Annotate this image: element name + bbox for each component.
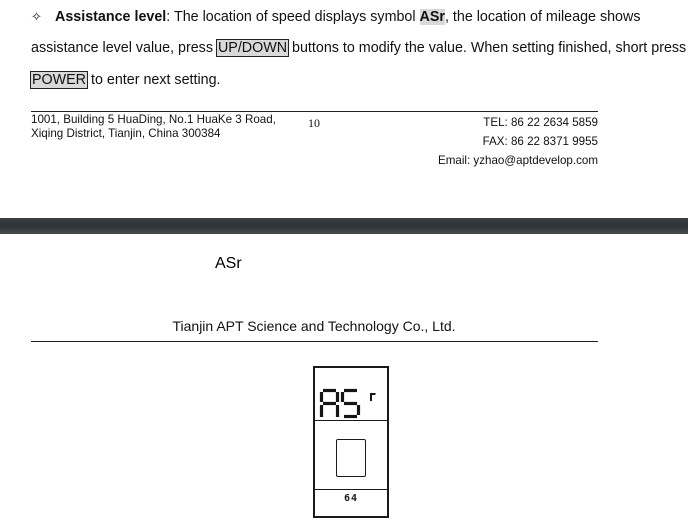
footer-tel: TEL: 86 22 2634 5859 xyxy=(483,116,598,129)
instruction-text: buttons to modify the value. When setting finished, short press xyxy=(288,40,687,56)
address-line-1: 1001, Building 5 HuaDing, No.1 HuaKe 3 Road, xyxy=(31,113,276,126)
footer-fax: FAX: 86 22 8371 9955 xyxy=(482,135,598,148)
instruction-line-1 xyxy=(31,8,640,27)
company-header: Tianjin APT Science and Technology Co., Ltd. xyxy=(172,318,456,334)
symbol-label: ASr xyxy=(419,9,445,25)
header-rule xyxy=(31,341,598,342)
instruction-text: , the location of mileage shows xyxy=(444,9,641,25)
page-separator xyxy=(0,218,688,234)
address-line-2: Xiqing District, Tianjin, China 300384 xyxy=(31,126,221,140)
instruction-text: : The location of speed displays symbol xyxy=(166,9,420,25)
footer-address xyxy=(31,113,276,140)
bullet-icon: ✧ xyxy=(31,10,42,25)
updown-button-label: UP/DOWN xyxy=(217,40,288,56)
page-number: 10 xyxy=(308,116,320,130)
instruction-text: to enter next setting. xyxy=(87,72,221,88)
assistance-level-value: 64 xyxy=(343,493,359,504)
power-button-label: POWER xyxy=(32,72,87,88)
footer-email: Email: yzhao@aptdevelop.com xyxy=(438,154,598,167)
setting-title: Assistance level xyxy=(55,9,167,25)
footer-rule xyxy=(31,111,598,112)
instruction-line-2 xyxy=(31,39,686,57)
instruction-text: assistance level value, press xyxy=(31,40,217,56)
segment-text: ASr xyxy=(215,255,242,272)
battery-area xyxy=(315,421,387,490)
instruction-line-3 xyxy=(31,71,221,89)
battery-icon xyxy=(336,439,366,477)
